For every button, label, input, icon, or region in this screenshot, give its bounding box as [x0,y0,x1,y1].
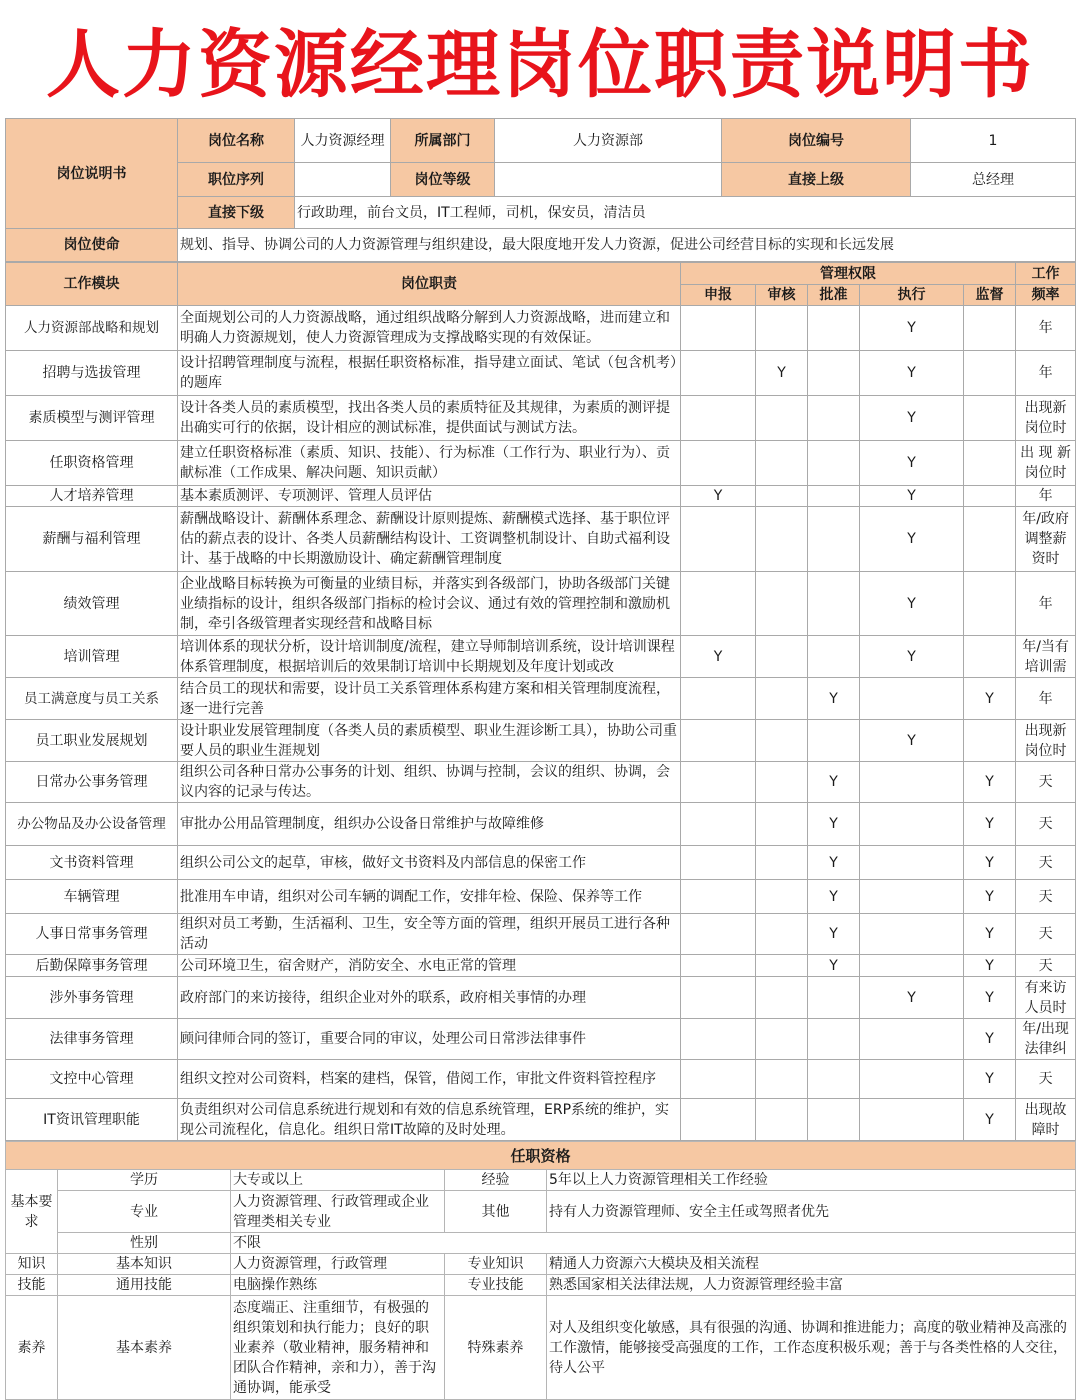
duty-cell-review [756,396,808,441]
duty-cell-freq: 年 [1016,678,1076,720]
duty-cell-supervise: Y [964,1019,1016,1060]
basic-quality-label: 基本素养 [58,1296,231,1400]
duty-cell-duty: 审批办公用品管理制度，组织办公设备日常维护与故障维修 [178,803,681,846]
duty-cell-execute [860,1019,964,1060]
duty-cell-approve [808,396,860,441]
education-value: 大专或以上 [231,1170,445,1191]
major-value: 人力资源管理、行政管理或企业管理类相关专业 [231,1191,445,1233]
duty-cell-supervise: Y [964,1099,1016,1141]
duty-cell-review [756,306,808,351]
duty-cell-module: 人才培养管理 [6,486,178,507]
grade-label: 岗位等级 [391,163,495,197]
section-label: 岗位说明书 [6,119,178,229]
major-label: 专业 [58,1191,231,1233]
frequency-header-bottom: 频率 [1016,285,1076,306]
special-quality-label: 特殊素养 [445,1296,547,1400]
duty-cell-report [681,351,756,396]
duty-cell-approve [808,1099,860,1141]
position-no-label: 岗位编号 [722,119,911,163]
department-label: 所属部门 [391,119,495,163]
duty-cell-module: 薪酬与福利管理 [6,507,178,572]
duties-table [5,262,1076,1141]
duty-row [6,720,1076,762]
skill-label: 技能 [6,1275,58,1296]
duty-cell-execute [860,846,964,880]
qualifications-title: 任职资格 [6,1142,1076,1170]
duty-cell-review [756,507,808,572]
duty-cell-freq: 天 [1016,803,1076,846]
duty-cell-execute: Y [860,507,964,572]
duty-cell-execute [860,678,964,720]
position-name-value: 人力资源经理 [295,119,391,163]
duty-cell-execute [860,955,964,977]
position-info-table [5,118,1076,262]
execute-header: 执行 [860,285,964,306]
duty-cell-execute: Y [860,486,964,507]
duty-cell-freq: 天 [1016,914,1076,955]
duty-cell-execute [860,1060,964,1099]
duty-cell-execute [860,762,964,803]
department-value: 人力资源部 [495,119,722,163]
duty-cell-duty: 组织对员工考勤，生活福利、卫生，安全等方面的管理，组织开展员工进行各种活动 [178,914,681,955]
duty-row [6,914,1076,955]
duty-cell-duty: 培训体系的现状分析，设计培训制度/流程，建立导师制培训系统，设计培训课程体系管理制度，根据培训后的效果制订培训中长期规划及年度计划或改 [178,636,681,678]
superior-value: 总经理 [911,163,1076,197]
other-label: 其他 [445,1191,547,1233]
duty-row [6,846,1076,880]
basic-quality-value: 态度端正、注重细节，有极强的组织策划和执行能力；良好的职业素养（敬业精神，服务精神和团队合作精神，亲和力），善于沟通协调，能承受 [231,1296,445,1400]
duty-row [6,803,1076,846]
superior-label: 直接上级 [722,163,911,197]
duty-cell-approve: Y [808,803,860,846]
duty-cell-duty: 设计职业发展管理制度（各类人员的素质模型、职业生涯诊断工具），协助公司重要人员的职业生涯规划 [178,720,681,762]
duty-cell-execute: Y [860,636,964,678]
review-header: 审核 [756,285,808,306]
duty-cell-duty: 政府部门的来访接待，组织企业对外的联系，政府相关事情的办理 [178,977,681,1019]
duty-cell-report [681,678,756,720]
duty-cell-module: 文控中心管理 [6,1060,178,1099]
duty-cell-report [681,441,756,486]
duty-cell-review [756,441,808,486]
duty-cell-review [756,572,808,636]
duty-cell-report [681,762,756,803]
duty-cell-module: 办公物品及办公设备管理 [6,803,178,846]
duty-cell-report [681,572,756,636]
duty-row [6,572,1076,636]
position-name-label: 岗位名称 [178,119,295,163]
duty-row [6,396,1076,441]
duty-cell-supervise: Y [964,678,1016,720]
duty-cell-duty: 组织公司公文的起草，审核，做好文书资料及内部信息的保密工作 [178,846,681,880]
duty-row [6,1019,1076,1060]
duty-cell-supervise [964,507,1016,572]
duty-row [6,1060,1076,1099]
duty-cell-module: 绩效管理 [6,572,178,636]
module-header: 工作模块 [6,263,178,306]
pro-knowledge-label: 专业知识 [445,1254,547,1275]
duty-cell-supervise: Y [964,846,1016,880]
duty-cell-duty: 顾问律师合同的签订，重要合同的审议，处理公司日常涉法律事件 [178,1019,681,1060]
duty-cell-approve [808,507,860,572]
duty-cell-supervise [964,306,1016,351]
duty-cell-report [681,914,756,955]
duty-cell-approve [808,441,860,486]
duty-cell-freq: 年 [1016,486,1076,507]
frequency-header-top: 工作 [1016,263,1076,285]
duty-cell-review [756,955,808,977]
duty-cell-freq: 年 [1016,572,1076,636]
duty-cell-duty: 薪酬战略设计、薪酬体系理念、薪酬设计原则提炼、薪酬模式选择、基于职位评估的薪点表的设计、各类人员薪酬结构设计、工资调整机制设计、自助式福利设计、基于战略的中长期激励设计、确定薪酬管理制度 [178,507,681,572]
page-title: 人力资源经理岗位职责说明书 [46,22,1034,108]
duty-cell-module: IT资讯管理职能 [6,1099,178,1141]
duty-cell-duty: 全面规划公司的人力资源战略，通过组织战略分解到人力资源战略，进而建立和明确人力资源规划，使人力资源管理成为支撑战略实现的有效保证。 [178,306,681,351]
duty-cell-freq: 年 [1016,351,1076,396]
duty-cell-supervise: Y [964,955,1016,977]
duty-cell-supervise [964,486,1016,507]
duty-cell-freq: 天 [1016,762,1076,803]
duty-cell-module: 法律事务管理 [6,1019,178,1060]
duty-cell-execute [860,1099,964,1141]
duty-cell-freq: 出现故障时 [1016,1099,1076,1141]
duty-cell-module: 文书资料管理 [6,846,178,880]
sequence-label: 职位序列 [178,163,295,197]
duty-cell-report [681,1019,756,1060]
duty-cell-execute [860,880,964,914]
duty-cell-freq: 出现新岗位时 [1016,720,1076,762]
duty-cell-approve [808,306,860,351]
duty-header: 岗位职责 [178,263,681,306]
qualifications-table [5,1141,1076,1400]
basic-knowledge-value: 人力资源管理，行政管理 [231,1254,445,1275]
duty-cell-execute: Y [860,306,964,351]
duty-cell-report [681,880,756,914]
duty-cell-supervise [964,572,1016,636]
duty-row [6,977,1076,1019]
education-label: 学历 [58,1170,231,1191]
duty-cell-approve: Y [808,914,860,955]
duty-cell-supervise: Y [964,803,1016,846]
duty-row [6,1099,1076,1141]
experience-value: 5年以上人力资源管理相关工作经验 [547,1170,1076,1191]
pro-knowledge-value: 精通人力资源六大模块及相关流程 [547,1254,1076,1275]
duty-cell-review [756,1060,808,1099]
duty-cell-report [681,955,756,977]
duty-cell-duty: 设计各类人员的素质模型，找出各类人员的素质特征及其规律，为素质的测评提出确实可行的依据，设计相应的测试标准，提供面试与测试方法。 [178,396,681,441]
duty-cell-duty: 批准用车申请，组织对公司车辆的调配工作，安排年检、保险、保养等工作 [178,880,681,914]
gender-label: 性别 [58,1233,231,1254]
duty-cell-module: 后勤保障事务管理 [6,955,178,977]
duty-cell-duty: 公司环境卫生，宿舍财产，消防安全、水电正常的管理 [178,955,681,977]
duty-cell-module: 素质模型与测评管理 [6,396,178,441]
position-no-value: 1 [911,119,1076,163]
duty-cell-freq: 天 [1016,1060,1076,1099]
duty-cell-review [756,880,808,914]
duty-cell-module: 日常办公事务管理 [6,762,178,803]
general-skill-label: 通用技能 [58,1275,231,1296]
duty-cell-review [756,914,808,955]
duty-cell-freq: 年/政府调整薪资时 [1016,507,1076,572]
duty-cell-approve [808,572,860,636]
duty-cell-module: 人力资源部战略和规划 [6,306,178,351]
subordinate-value: 行政助理，前台文员，IT工程师，司机，保安员，清洁员 [295,197,1076,229]
other-value: 持有人力资源管理师、安全主任或驾照者优先 [547,1191,1076,1233]
duty-cell-review [756,1099,808,1141]
duty-cell-module: 员工职业发展规划 [6,720,178,762]
duty-row [6,678,1076,720]
duty-cell-supervise [964,441,1016,486]
duty-cell-freq: 有来访人员时 [1016,977,1076,1019]
duty-cell-approve: Y [808,846,860,880]
supervise-header: 监督 [964,285,1016,306]
pro-skill-label: 专业技能 [445,1275,547,1296]
duty-cell-execute [860,914,964,955]
duty-cell-approve [808,720,860,762]
duty-cell-report [681,720,756,762]
grade-value [495,163,722,197]
duty-cell-freq: 年/当有培训需 [1016,636,1076,678]
mission-label: 岗位使命 [6,229,178,262]
duty-cell-report [681,977,756,1019]
duty-cell-review [756,762,808,803]
duty-cell-review [756,486,808,507]
duty-cell-execute: Y [860,720,964,762]
duty-cell-duty: 结合员工的现状和需要，设计员工关系管理体系构建方案和相关管理制度流程，逐一进行完善 [178,678,681,720]
experience-label: 经验 [445,1170,547,1191]
duty-cell-module: 任职资格管理 [6,441,178,486]
duty-cell-review [756,1019,808,1060]
duty-row [6,762,1076,803]
duty-cell-duty: 建立任职资格标准（素质、知识、技能）、行为标准（工作行为、职业行为）、贡献标准（工作成果、解决问题、知识贡献） [178,441,681,486]
duty-row [6,636,1076,678]
duty-cell-supervise: Y [964,762,1016,803]
duty-cell-review [756,720,808,762]
duty-cell-supervise [964,720,1016,762]
basic-knowledge-label: 基本知识 [58,1254,231,1275]
duty-cell-report [681,507,756,572]
duty-cell-report [681,1099,756,1141]
special-quality-value: 对人及组织变化敏感，具有很强的沟通、协调和推进能力；高度的敬业精神及高涨的工作激情，能够接受高强度的工作，工作态度积极乐观；善于与各类性格的人交往，待人公平 [547,1296,1076,1400]
duty-cell-supervise: Y [964,914,1016,955]
basic-requirements-label: 基本要求 [6,1170,58,1254]
duty-cell-approve [808,1060,860,1099]
duty-cell-report: Y [681,636,756,678]
duty-cell-execute: Y [860,351,964,396]
mission-value: 规划、指导、协调公司的人力资源管理与组织建设，最大限度地开发人力资源，促进公司经营目标的实现和长远发展 [178,229,1076,262]
duty-cell-approve: Y [808,955,860,977]
duty-cell-supervise [964,636,1016,678]
duty-cell-approve [808,351,860,396]
duty-row [6,880,1076,914]
duty-cell-review [756,636,808,678]
duty-cell-duty: 负责组织对公司信息系统进行规划和有效的信息系统管理，ERP系统的维护，实现公司流程化，信息化。组织日常IT故障的及时处理。 [178,1099,681,1141]
duty-cell-freq: 天 [1016,880,1076,914]
duty-cell-execute: Y [860,441,964,486]
duty-cell-report [681,396,756,441]
duty-cell-report: Y [681,486,756,507]
gender-value: 不限 [231,1233,1076,1254]
duty-row [6,507,1076,572]
sequence-value [295,163,391,197]
duty-cell-module: 招聘与选拔管理 [6,351,178,396]
duty-row [6,306,1076,351]
duty-cell-execute: Y [860,572,964,636]
duty-cell-freq: 出 现 新岗位时 [1016,441,1076,486]
duty-cell-module: 员工满意度与员工关系 [6,678,178,720]
knowledge-label: 知识 [6,1254,58,1275]
duty-cell-review [756,977,808,1019]
duty-cell-approve [808,486,860,507]
duty-cell-module: 涉外事务管理 [6,977,178,1019]
duty-cell-module: 培训管理 [6,636,178,678]
duty-cell-module: 人事日常事务管理 [6,914,178,955]
duty-cell-review [756,678,808,720]
duty-cell-execute: Y [860,977,964,1019]
duty-cell-approve [808,977,860,1019]
duty-cell-supervise: Y [964,880,1016,914]
duty-row [6,351,1076,396]
authority-header: 管理权限 [681,263,1016,285]
pro-skill-value: 熟悉国家相关法律法规，人力资源管理经验丰富 [547,1275,1076,1296]
duty-cell-supervise [964,396,1016,441]
duty-cell-supervise: Y [964,1060,1016,1099]
duty-row [6,486,1076,507]
approve-header: 批准 [808,285,860,306]
general-skill-value: 电脑操作熟练 [231,1275,445,1296]
duty-cell-report [681,306,756,351]
duty-cell-report [681,1060,756,1099]
duty-cell-freq: 年/出现法律纠 [1016,1019,1076,1060]
duty-cell-report [681,803,756,846]
duty-cell-review [756,803,808,846]
duty-cell-freq: 出现新岗位时 [1016,396,1076,441]
duty-cell-approve [808,636,860,678]
duty-cell-duty: 组织文控对公司资料，档案的建档，保管，借阅工作，审批文件资料管控程序 [178,1060,681,1099]
quality-label: 素养 [6,1296,58,1400]
duty-cell-approve: Y [808,880,860,914]
duty-cell-supervise [964,351,1016,396]
duty-cell-freq: 天 [1016,955,1076,977]
duty-cell-approve [808,1019,860,1060]
duty-cell-report [681,846,756,880]
duty-cell-supervise: Y [964,977,1016,1019]
duty-cell-freq: 年 [1016,306,1076,351]
duty-cell-execute [860,803,964,846]
subordinate-label: 直接下级 [178,197,295,229]
duty-cell-execute: Y [860,396,964,441]
duty-cell-duty: 组织公司各种日常办公事务的计划、组织、协调与控制，会议的组织、协调，会议内容的记录与传达。 [178,762,681,803]
duty-row [6,955,1076,977]
duty-cell-review [756,846,808,880]
duty-cell-approve: Y [808,762,860,803]
duty-cell-review: Y [756,351,808,396]
duty-cell-module: 车辆管理 [6,880,178,914]
duty-cell-approve: Y [808,678,860,720]
duty-cell-duty: 企业战略目标转换为可衡量的业绩目标，并落实到各级部门，协助各级部门关键业绩指标的设计，组织各级部门指标的检讨会议、通过有效的管理控制和激励机制，牵引各级管理者实现经营和战略目标 [178,572,681,636]
duty-row [6,441,1076,486]
report-header: 申报 [681,285,756,306]
duty-cell-freq: 天 [1016,846,1076,880]
duty-cell-duty: 设计招聘管理制度与流程，根据任职资格标准，指导建立面试、笔试（包含机考）的题库 [178,351,681,396]
duty-cell-duty: 基本素质测评、专项测评、管理人员评估 [178,486,681,507]
